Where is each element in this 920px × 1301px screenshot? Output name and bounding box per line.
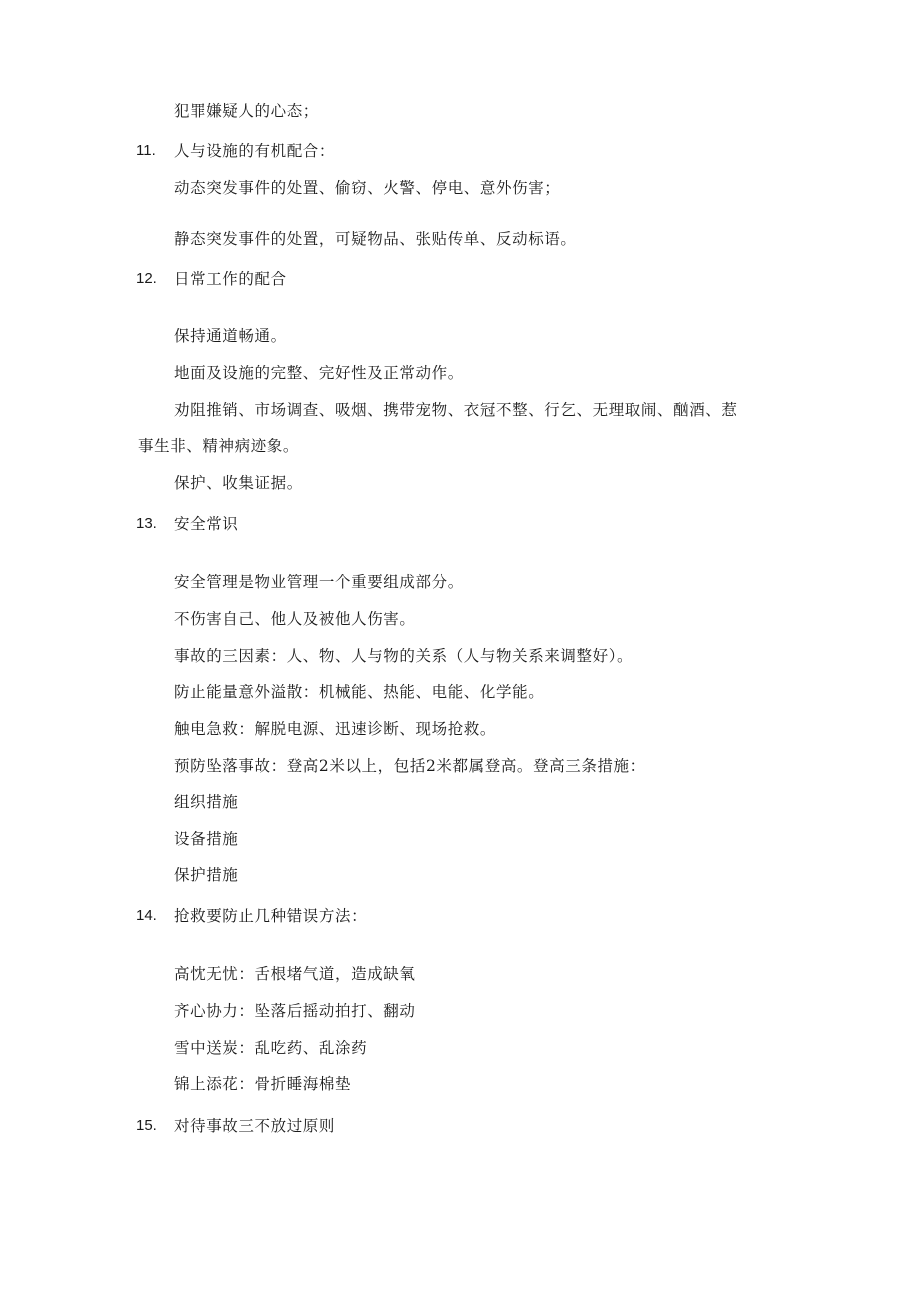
body-line: 安全管理是物业管理一个重要组成部分。 [174, 573, 464, 591]
section-title: 人与设施的有机配合： [174, 142, 336, 160]
section-number: 12. [136, 270, 157, 287]
body-line: 雪中送炭：乱吃药、乱涂药 [174, 1039, 368, 1057]
section-title: 抢救要防止几种错误方法： [174, 907, 368, 925]
body-line: 不伤害自己、他人及被他人伤害。 [174, 610, 416, 628]
section-title: 对待事故三不放过原则 [174, 1117, 336, 1135]
section-title: 日常工作的配合 [174, 270, 287, 288]
body-line: 保持通道畅通。 [174, 327, 287, 345]
section-number: 13. [136, 515, 157, 532]
body-line: 地面及设施的完整、完好性及正常动作。 [174, 364, 464, 382]
body-line: 预防坠落事故：登高2米以上，包括2米都属登高。登高三条措施： [174, 757, 646, 775]
section-number: 15. [136, 1117, 157, 1134]
section-title: 安全常识 [174, 515, 239, 533]
body-line: 保护措施 [174, 866, 239, 884]
body-line: 事故的三因素：人、物、人与物的关系（人与物关系来调整好）。 [174, 647, 634, 665]
body-line: 动态突发事件的处置、偷窃、火警、停电、意外伤害； [174, 179, 561, 197]
section-number: 11. [136, 142, 156, 159]
section-number: 14. [136, 907, 157, 924]
body-line-continued: 事生非、精神病迹象。 [138, 437, 300, 455]
body-line: 犯罪嫌疑人的心态； [174, 102, 319, 120]
body-line: 锦上添花：骨折睡海棉垫 [174, 1075, 352, 1093]
body-line: 劝阻推销、市场调查、吸烟、携带宠物、衣冠不整、行乞、无理取闹、酗酒、惹 [174, 401, 738, 419]
body-line: 设备措施 [174, 830, 239, 848]
body-line: 保护、收集证据。 [174, 474, 303, 492]
body-line: 高忱无忧：舌根堵气道，造成缺氧 [174, 965, 416, 983]
body-line: 组织措施 [174, 793, 239, 811]
body-line: 静态突发事件的处置，可疑物品、张贴传单、反动标语。 [174, 230, 577, 248]
body-line: 防止能量意外溢散：机械能、热能、电能、化学能。 [174, 683, 545, 701]
body-line: 齐心协力：坠落后摇动拍打、翻动 [174, 1002, 416, 1020]
body-line: 触电急救：解脱电源、迅速诊断、现场抢救。 [174, 720, 497, 738]
